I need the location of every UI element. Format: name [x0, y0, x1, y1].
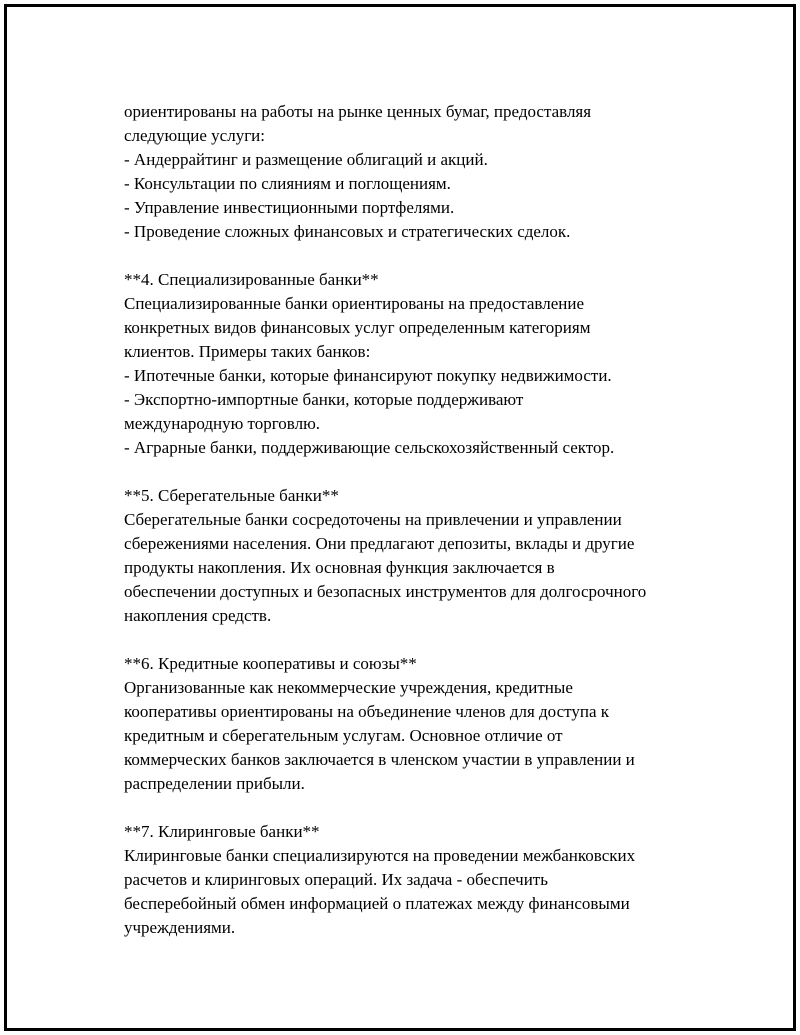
- intro-block: [124, 100, 724, 244]
- text-line: продукты накопления. Их основная функция заключается в: [124, 558, 555, 577]
- text-line: коммерческих банков заключается в членском участии в управлении и: [124, 750, 635, 769]
- list-item: - Консультации по слияниям и поглощениям.: [124, 174, 451, 193]
- paragraph-spacer: [124, 244, 724, 268]
- text-line: Специализированные банки ориентированы на предоставление: [124, 294, 584, 313]
- document-body: [124, 100, 724, 940]
- text-line: следующие услуги:: [124, 126, 266, 145]
- text-line: распределении прибыли.: [124, 774, 305, 793]
- text-line: Клиринговые банки специализируются на проведении межбанковских: [124, 846, 636, 865]
- text-line: расчетов и клиринговых операций. Их задача - обеспечить: [124, 870, 548, 889]
- section-clearing-banks: [124, 820, 724, 940]
- section-heading: **5. Сберегательные банки**: [124, 486, 339, 505]
- text-line: учреждениями.: [124, 918, 236, 937]
- text-line: клиентов. Примеры таких банков:: [124, 342, 371, 361]
- text-line: Организованные как некоммерческие учреждения, кредитные: [124, 678, 573, 697]
- list-item: - Андеррайтинг и размещение облигаций и акций.: [124, 150, 488, 169]
- section-heading: **7. Клиринговые банки**: [124, 822, 320, 841]
- text-line: обеспечении доступных и безопасных инструментов для долгосрочного: [124, 582, 647, 601]
- section-credit-cooperatives: [124, 652, 724, 796]
- text-line: кооперативы ориентированы на объединение членов для доступа к: [124, 702, 609, 721]
- list-item: - Управление инвестиционными портфелями.: [124, 198, 455, 217]
- text-line: Сберегательные банки сосредоточены на привлечении и управлении: [124, 510, 622, 529]
- paragraph-spacer: [124, 796, 724, 820]
- paragraph-spacer: [124, 460, 724, 484]
- page-frame: [4, 4, 796, 1031]
- section-heading: **4. Специализированные банки**: [124, 270, 379, 289]
- text-line: сбережениями населения. Они предлагают депозиты, вклады и другие: [124, 534, 635, 553]
- paragraph-spacer: [124, 628, 724, 652]
- section-specialized-banks: [124, 268, 724, 460]
- section-heading: **6. Кредитные кооперативы и союзы**: [124, 654, 417, 673]
- list-item: - Проведение сложных финансовых и стратегических сделок.: [124, 222, 571, 241]
- text-line: бесперебойный обмен информацией о платежах между финансовыми: [124, 894, 630, 913]
- section-savings-banks: [124, 484, 724, 628]
- text-line: ориентированы на работы на рынке ценных бумаг, предоставляя: [124, 102, 592, 121]
- text-line: конкретных видов финансовых услуг определенным категориям: [124, 318, 591, 337]
- text-line: международную торговлю.: [124, 414, 321, 433]
- list-item: - Аграрные банки, поддерживающие сельскохозяйственный сектор.: [124, 438, 615, 457]
- list-item: - Ипотечные банки, которые финансируют покупку недвижимости.: [124, 366, 612, 385]
- text-line: накопления средств.: [124, 606, 272, 625]
- text-line: кредитным и сберегательным услугам. Основное отличие от: [124, 726, 563, 745]
- list-item: - Экспортно-импортные банки, которые поддерживают: [124, 390, 524, 409]
